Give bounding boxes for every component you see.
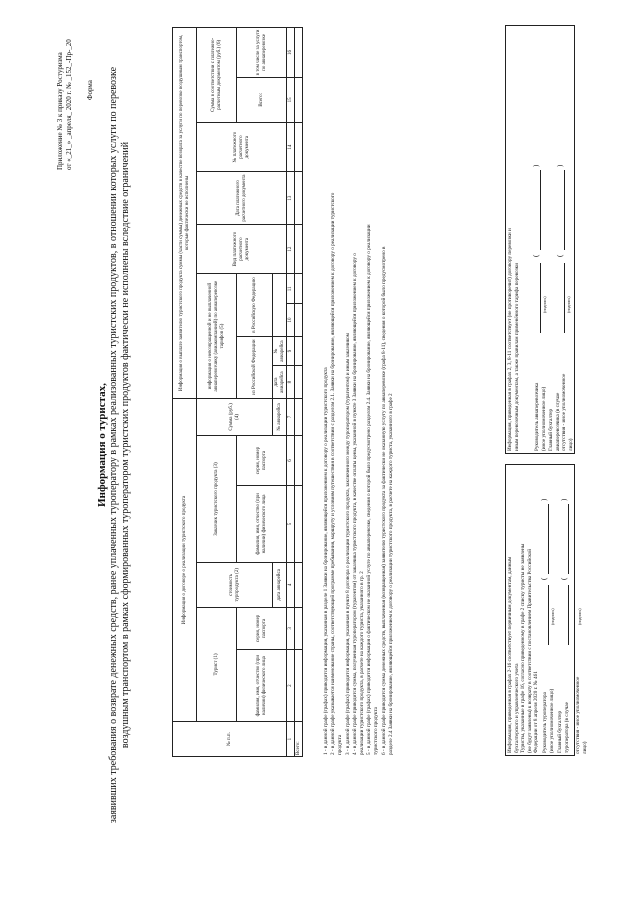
header-total: Всего: [237, 77, 287, 122]
airline-accountant-sub: авиаперевозчика (в случае [554, 392, 561, 451]
header-num-2: № авиарейса [273, 336, 287, 366]
airline-accountant-name-line[interactable] [564, 170, 565, 250]
col-num: 5 [287, 485, 295, 562]
form-label: Форма [86, 80, 94, 100]
accountant-sub: лицо) [581, 741, 588, 754]
col-num: 9 [287, 336, 295, 366]
column-number-row [287, 28, 295, 757]
accountant-sign-caption: (подпись) [577, 608, 582, 625]
header-airline-info: информация о невозвращенной и не выплаченной авиаперевозчику (авиакомпанией) по авиаперевозке тарифов (5) [197, 274, 237, 398]
accountant-name-line[interactable] [568, 504, 569, 574]
footnote: продукта [337, 734, 344, 755]
airline-head-name-line[interactable] [540, 170, 541, 250]
airline-head-title: Руководитель авиаперевозчика [534, 382, 540, 451]
airline-accountant-sub: отсутствия - иное уполномоченное [561, 373, 568, 451]
col-num: 11 [287, 274, 295, 304]
paren-close: ) [532, 164, 540, 167]
header-customer-passport: серия, номер паспорта [237, 436, 287, 486]
header-to-rf: в Российскую Федерацию [237, 274, 273, 336]
sig-left-line: Туристы, указанные в графе 16, согласно приведенному в графе 2 списку туристы не заявлены [520, 543, 527, 753]
footnote: 6 - в данной графе приводится сумма денежных средств, выплаченная (возвращенная) заявителю туристского продукта за фактически не оказанную услугу по авиаперевозке (графа 8-11), сведения о которой было предусмотрено в [380, 246, 387, 755]
header-sum-due: Сумма в соответствии с платежно-расчетным документом (руб.) (6) [197, 28, 237, 123]
header-date-2: дата авиарейса [273, 366, 287, 398]
col-num: 8 [287, 366, 295, 398]
tourist-refund-table [172, 27, 303, 757]
col-num: 14 [287, 122, 295, 172]
airline-accountant-sub: лицо) [567, 438, 574, 451]
accountant-sub: туроператора (в случае [563, 702, 570, 753]
head-sign-caption: (подпись) [550, 608, 555, 625]
header-date-1: дата авиарейса [273, 563, 287, 608]
col-num: 15 [287, 77, 295, 122]
approval-line-2: от «_21_» _апреля_ 2020 г. № _152_-Пр-_20 [65, 39, 73, 170]
footnote: туристского продукта [373, 707, 380, 755]
airline-head-sign-line[interactable] [540, 263, 541, 333]
header-contract-group: Информация о договоре о реализации туристского продукта [173, 398, 197, 721]
header-fio: фамилия, имя, отчество (при наличии) физического лица [237, 650, 287, 722]
header-doc-date: Дата платежного расчетного документа [197, 172, 287, 224]
title-line-1: Информация о туристах, [96, 383, 108, 507]
sig-left-line: бухгалтерского и управленческого учета [513, 663, 520, 753]
header-customer-fio: фамилия, имя, отчество (при наличии) физического лица [237, 485, 287, 562]
accountant-sub: отсутствия - иное уполномоченное [575, 676, 581, 754]
sig-right-line: иным перевозочным документам, а также правилам применённого тарифа перевозки [513, 263, 520, 451]
head-title: Руководитель туроператора [542, 692, 548, 753]
total-row-label: Всего: [295, 722, 303, 757]
paren-close: ) [556, 164, 564, 167]
paren-close: ) [540, 498, 548, 501]
head-signature-block [542, 689, 555, 753]
header-cost: стоимость турпродукта (2) [197, 563, 273, 608]
col-num: 1 [287, 722, 295, 757]
header-sum: Сумма (руб.) (4) [197, 398, 273, 435]
accountant-left-extra [575, 677, 588, 754]
footnote: 5 - в данной графе (графах) приводится информация о фактическом не оказанной услуге по авиаперевозке, сведения о которой было предусмотрено разделом 2.4. Заявки на бронирование, являющейся приложением к договору о реализации [366, 224, 373, 755]
paren-open: ( [556, 254, 564, 257]
paren-open: ( [560, 577, 568, 580]
head-sign-line[interactable] [548, 585, 549, 645]
header-doc-num: № платежного расчетного документа [197, 122, 287, 172]
header-tourist: Турист (1) [197, 607, 237, 721]
title-line-2: заявивших требования о возврате денежных средств, ранее уплаченных туроператору в рамках реализованных туристских продуктов, в отношении которых услуги по перевозке [108, 66, 119, 824]
sig-left-line: Информация, приведенная в графах 2-16 соответствует первичным документам, данным [507, 556, 513, 753]
footnote: разделе 2.4 Заявки на бронирование, являющейся приложением к договору о реализации туристского продукта, в расчете на каждого туриста, указанного в графе 2 [387, 393, 394, 755]
airline-accountant-title: Главный бухгалтер [548, 408, 554, 451]
airline-head-subtitle: (иное уполномоченное лицо) [540, 386, 547, 451]
header-num-1: № авиарейса [273, 398, 287, 435]
col-num: 2 [287, 650, 295, 722]
header-customer: Заказчик туристского продукта (3) [197, 436, 237, 563]
footnote: 1 - в данной графе (графах) приводится информация, указанная в разделе 1 Заявки на бронирование, являющейся приложением к договору о реализации туристского продукта [323, 367, 329, 755]
footnote: 4 - в данной графе приводится сумма, полученная туроператором (турагентом) от заказчика туристского продукта, в качестве оплаты цены, указанной в пункте 3 Заявки на бронирование, являющейся приложением к договору о [351, 253, 358, 755]
airline-accountant-block [548, 374, 574, 451]
approval-line-1: Приложение № 3 к приказу Ростуризма [56, 52, 64, 170]
paren-close: ) [560, 498, 568, 501]
col-num: 16 [287, 28, 295, 78]
col-num: 7 [287, 398, 295, 435]
paren-open: ( [540, 577, 548, 580]
airline-accountant-sign-line[interactable] [564, 263, 565, 333]
accountant-signature-block [557, 702, 570, 753]
airline-head-sign-caption: (подпись) [542, 296, 547, 313]
footnote: 3 - в данной графе (графах) приводится информация, указанная в пункте 8 договора о реализации туристского продукта, заключенного между туроператором (турагентом) и иным заказчиком [344, 333, 351, 755]
col-num: 13 [287, 172, 295, 224]
tour-operator-signature-box [505, 464, 575, 756]
head-subtitle: (иное уполномоченное лицо) [548, 688, 555, 753]
approval-note [56, 10, 74, 170]
footnote: реализации туристского продукта, в расчете на каждого туриста, указанного в гр. 2 [359, 571, 366, 755]
col-num: 3 [287, 607, 295, 649]
title-line-3: воздушным транспортом в рамках сформированных туроператором туристских продуктов фактически не исполнены вследствие ограничений [120, 141, 131, 749]
footnote: 2 - в данной графе указывается наименование страны, соответствующей программе пребывания, маршруту и условиям путешествия в соответствии с разделом 2.1. Заявки на бронирование, являющейся приложением к договору о реализации туристского [330, 192, 337, 755]
head-name-line[interactable] [548, 504, 549, 574]
header-doc-type: Вид платежного расчетного документа [197, 224, 287, 274]
header-in-rf: из Российской Федерации [237, 336, 273, 398]
paren-open: ( [532, 254, 540, 257]
airline-accountant-sign-caption: (подпись) [566, 296, 571, 313]
accountant-sign-line[interactable] [568, 585, 569, 645]
header-no: № п.п. [173, 722, 287, 757]
footnotes [323, 55, 395, 755]
total-row [295, 28, 303, 757]
airline-signature-box [505, 25, 575, 454]
header-refund-group: Информация о выплате заявителю туристского продукта суммы (части суммы) денежных средств в качестве возврата за услуги по перевозке воздушным транспортом, которые фактически не исполнены [173, 28, 197, 399]
header-passport: серия, номер паспорта [237, 607, 287, 649]
accountant-title: Главный бухгалтер [557, 710, 563, 753]
sig-left-line: (не будут заявлены) к возврату в соответствии с постановлением Правительства Российской [526, 548, 533, 753]
col-num: 6 [287, 436, 295, 486]
document-title [96, 65, 132, 825]
header-including: в том числе за услуги по авиаперевозке [237, 28, 287, 78]
col-num: 4 [287, 563, 295, 608]
airline-head-block [534, 383, 547, 451]
col-num: 12 [287, 224, 295, 274]
col-num: 10 [287, 304, 295, 336]
sig-right-line: Информация, приведенная в графах 2, 3, 8-11 соответствует (не противоречит) договору перевозки и [507, 228, 513, 451]
sig-left-line: Федерации от 8 апреля 2020 г. № 461 [533, 671, 540, 753]
